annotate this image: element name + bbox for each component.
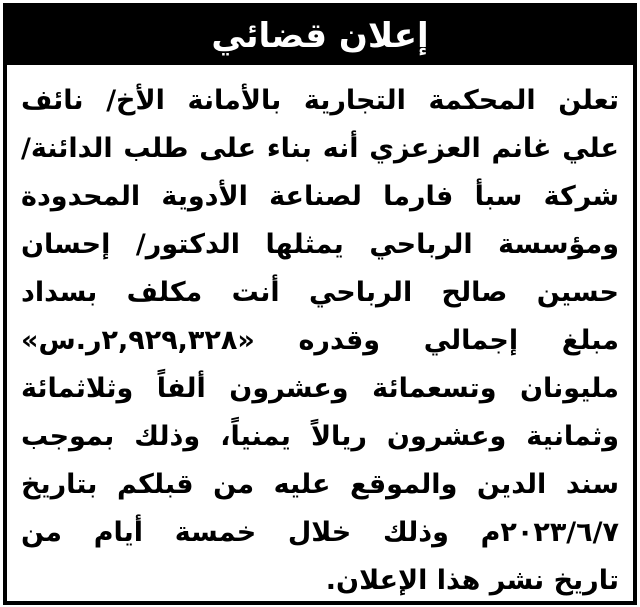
notice-body: [21, 77, 619, 605]
notice-line: وثمانية وعشرون ريالاً يمنياً، وذلك بموجب: [21, 421, 619, 452]
judicial-notice: [3, 3, 637, 605]
notice-line: تاريخ نشر هذا الإعلان.: [325, 565, 619, 596]
notice-title: إعلان قضائي: [211, 16, 429, 56]
notice-line: مليونان وتسعمائة وعشرون ألفاً وثلاثمائة: [21, 373, 619, 404]
notice-line: علي غانم العزعزي أنه بناء على طلب الدائنة/: [21, 133, 619, 164]
notice-line: مبلغ إجمالي وقدره «٢,٩٢٩,٣٢٨ر.س»: [21, 325, 619, 356]
notice-line: تعلن المحكمة التجارية بالأمانة الأخ/ نائف: [21, 85, 619, 116]
notice-line: ٢٠٢٣/٦/٧م وذلك خلال خمسة أيام من: [21, 517, 619, 548]
notice-line: ومؤسسة الرباحي يمثلها الدكتور/ إحسان: [21, 229, 619, 260]
notice-title-bar: [7, 7, 633, 65]
notice-line: حسين صالح الرباحي أنت مكلف بسداد: [21, 277, 619, 308]
notice-line: سند الدين والموقع عليه من قبلكم بتاريخ: [21, 469, 619, 500]
notice-line: شركة سبأ فارما لصناعة الأدوية المحدودة: [21, 181, 619, 212]
